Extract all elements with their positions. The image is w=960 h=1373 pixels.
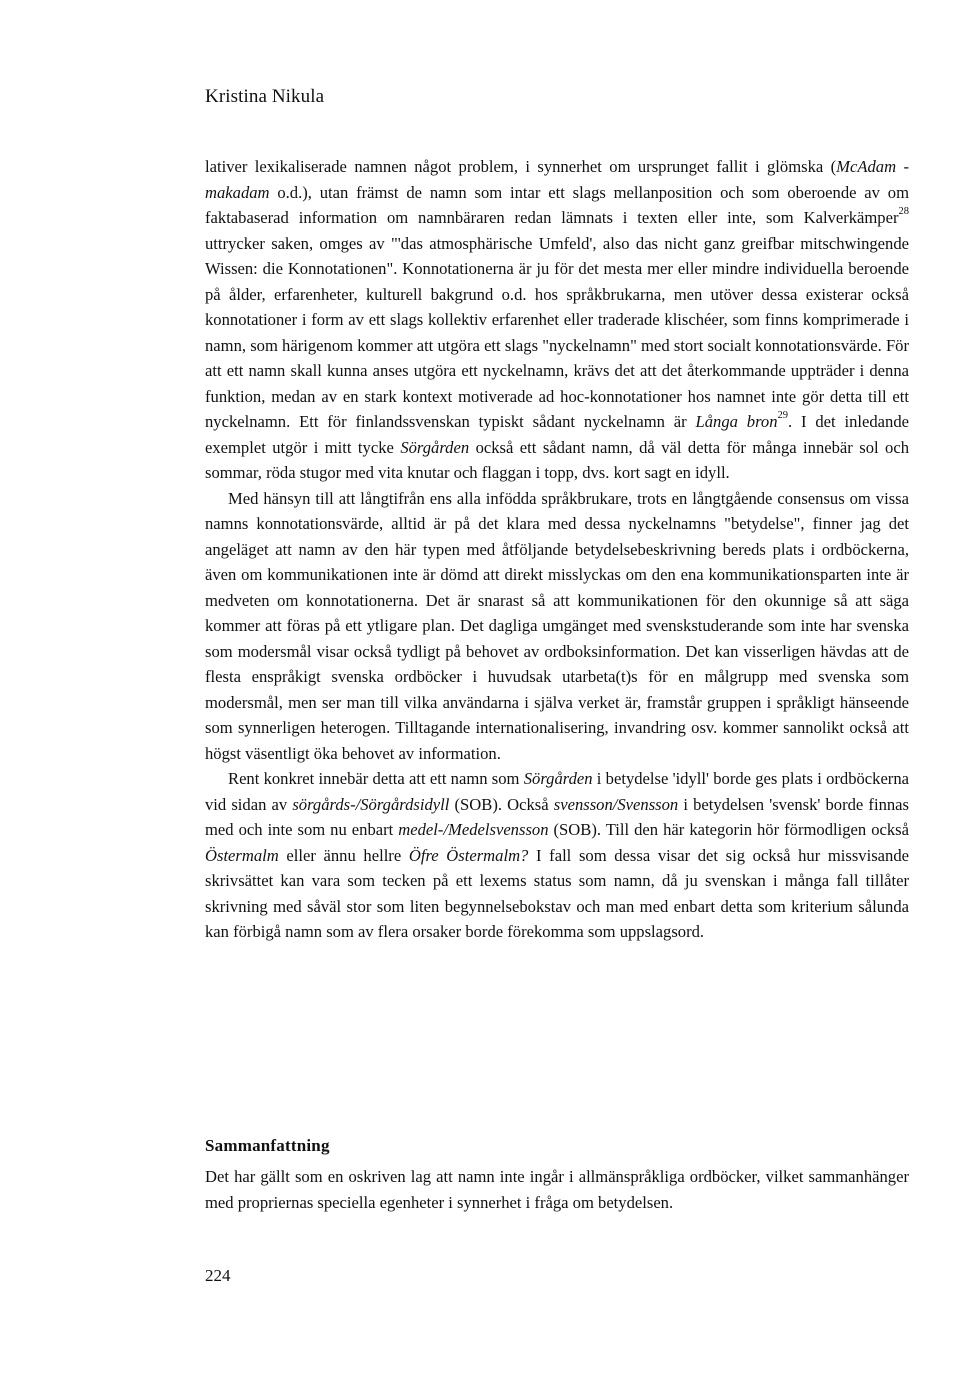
paragraph-2: Med hänsyn till att långtifrån ens alla infödda språkbrukare, trots en långtgående consensus om vissa namns konnotationsvärde, alltid är på det klara med dessa nyckelnamns "betydelse", finner jag det angeläget att namn av den här typen med åtföljande betydelsebeskrivning bereds plats i ordböckerna, även om kommunikationen inte är dömd att direkt misslyckas om den ena kommunikationsparten inte är medveten om konnotationerna. Det är snarast så att kommunikationen för den okunnige så att säga kommer att föras på ett ytligare plan. Det dagliga umgänget med svenskstuderande som inte har svenska som modersmål visar också tydligt på behovet av ordboksinformation. Det kan visserligen hävdas att de flesta enspråkigt svenska ordböcker i huvudsak utarbeta(t)s för en målgrupp med svenska som modersmål, men ser man till vilka användarna i själva verket är, framstår gruppen i språkligt hänseende som synnerligen heterogen. Tilltagande internationalisering, invandring osv. kommer sannolikt också att högst väsentligt öka behovet av information. (205, 488, 909, 763)
p3-text-g: I fall som dessa visar det sig också hur missvisande skrivsättet kan vara som tecken på ett lexems status som namn, då ju svenskan i många fall tillåter skrivning med såväl stor som liten begynnelsebokstav och man med enbart detta som kriterium sålunda kan förbigå namn som av flera orsaker borde förekomma som uppslagsord. (205, 845, 909, 941)
p3-example-medelsvensson: medel-/Medelsvensson (398, 820, 549, 839)
p3-text-b: i betydelse 'idyll' borde ges plats i ordböckerna vid sidan av (205, 769, 909, 814)
paragraph-3 (205, 766, 909, 945)
p1-example-sorgarden: Sörgården (400, 437, 470, 457)
p3-text-e: (SOB). Till den här kategorin hör förmodligen också (548, 820, 909, 839)
section-heading-summary: Sammanfattning (205, 1136, 330, 1155)
p3-text-c: (SOB). Också (449, 794, 554, 814)
p3-example-ostermalm: Östermalm (205, 845, 279, 865)
p1-text-e: också ett sådant namn, då väl detta för många innebär sol och sommar, röda stugor med vita knutar och flaggan i topp, dvs. kort sagt en idyll. (205, 437, 909, 482)
paragraph-1 (205, 154, 909, 486)
summary-text: Det har gällt som en oskriven lag att namn inte ingår i allmänspråkliga ordböcker, vilket sammanhänger med propriernas speciella egenheter i synnerhet i fråga om betydelsen. (205, 1167, 909, 1212)
p1-text-a: lativer lexikaliserade namnen något problem, i synnerhet om ursprunget fallit i glömska ( (205, 157, 837, 176)
p3-example-sorgardsidyll: sörgårds-/Sörgårdsidyll (292, 794, 450, 814)
p3-example-ofre-ostermalm: Öfre Östermalm? (408, 845, 529, 865)
page-number: 224 (205, 1266, 231, 1285)
p1-text-d: . I det inledande exemplet utgör i mitt tycke (205, 412, 910, 457)
p1-text-c: uttrycker saken, omges av "'das atmosphärische Umfeld', also das nicht ganz greifbar mitschwingende Wissen: die Konnotationen". Konnotationerna är ju för det mesta mer eller mindre individuella beroende på ålder, erfarenheter, kulturell bakgrund o.d. hos språkbrukarna, men utöver dessa existerar också konnotationer i form av ett slags kollektiv erfarenhet eller traderade klischéer, som finns komprimerade i namn, som härigenom kommer att utgöra ett slags "nyckelnamn" med stort socialt konnotationsvärde. För att ett namn skall kunna anses utgöra ett nyckelnamn, krävs det att det återkommande uppträder i denna funktion, medan av en stark kontext motiverade ad hoc-konnotationer hos namnet inte gör detta till ett nyckelnamn. Ett för finlandssvenskan typiskt sådant nyckelnamn är (205, 233, 909, 431)
p3-text-f: eller ännu hellre (278, 845, 409, 865)
p3-text-a: Rent konkret innebär detta att ett namn som (228, 769, 524, 788)
p3-example-svensson: svensson/Svensson (553, 794, 679, 814)
p1-text-b: o.d.), utan främst de namn som intar ett slags mellanposition och som oberoende av om faktabaserad information om namnbäraren redan lämnats i texten eller inte, som Kalverkämper (205, 182, 909, 227)
p3-example-sorgarden: Sörgården (523, 769, 593, 788)
p3-text-d: i betydelsen 'svensk' borde finnas med och inte som nu enbart (205, 794, 909, 839)
running-header: Kristina Nikula (205, 86, 325, 107)
body-text (205, 154, 909, 945)
p1-example-langa-bron: Långa bron (695, 412, 778, 431)
footnote-ref-29: 29 (777, 410, 789, 422)
p1-example-mcadam: McAdam - makadam (205, 157, 909, 202)
footnote-ref-28: 28 (898, 206, 909, 218)
